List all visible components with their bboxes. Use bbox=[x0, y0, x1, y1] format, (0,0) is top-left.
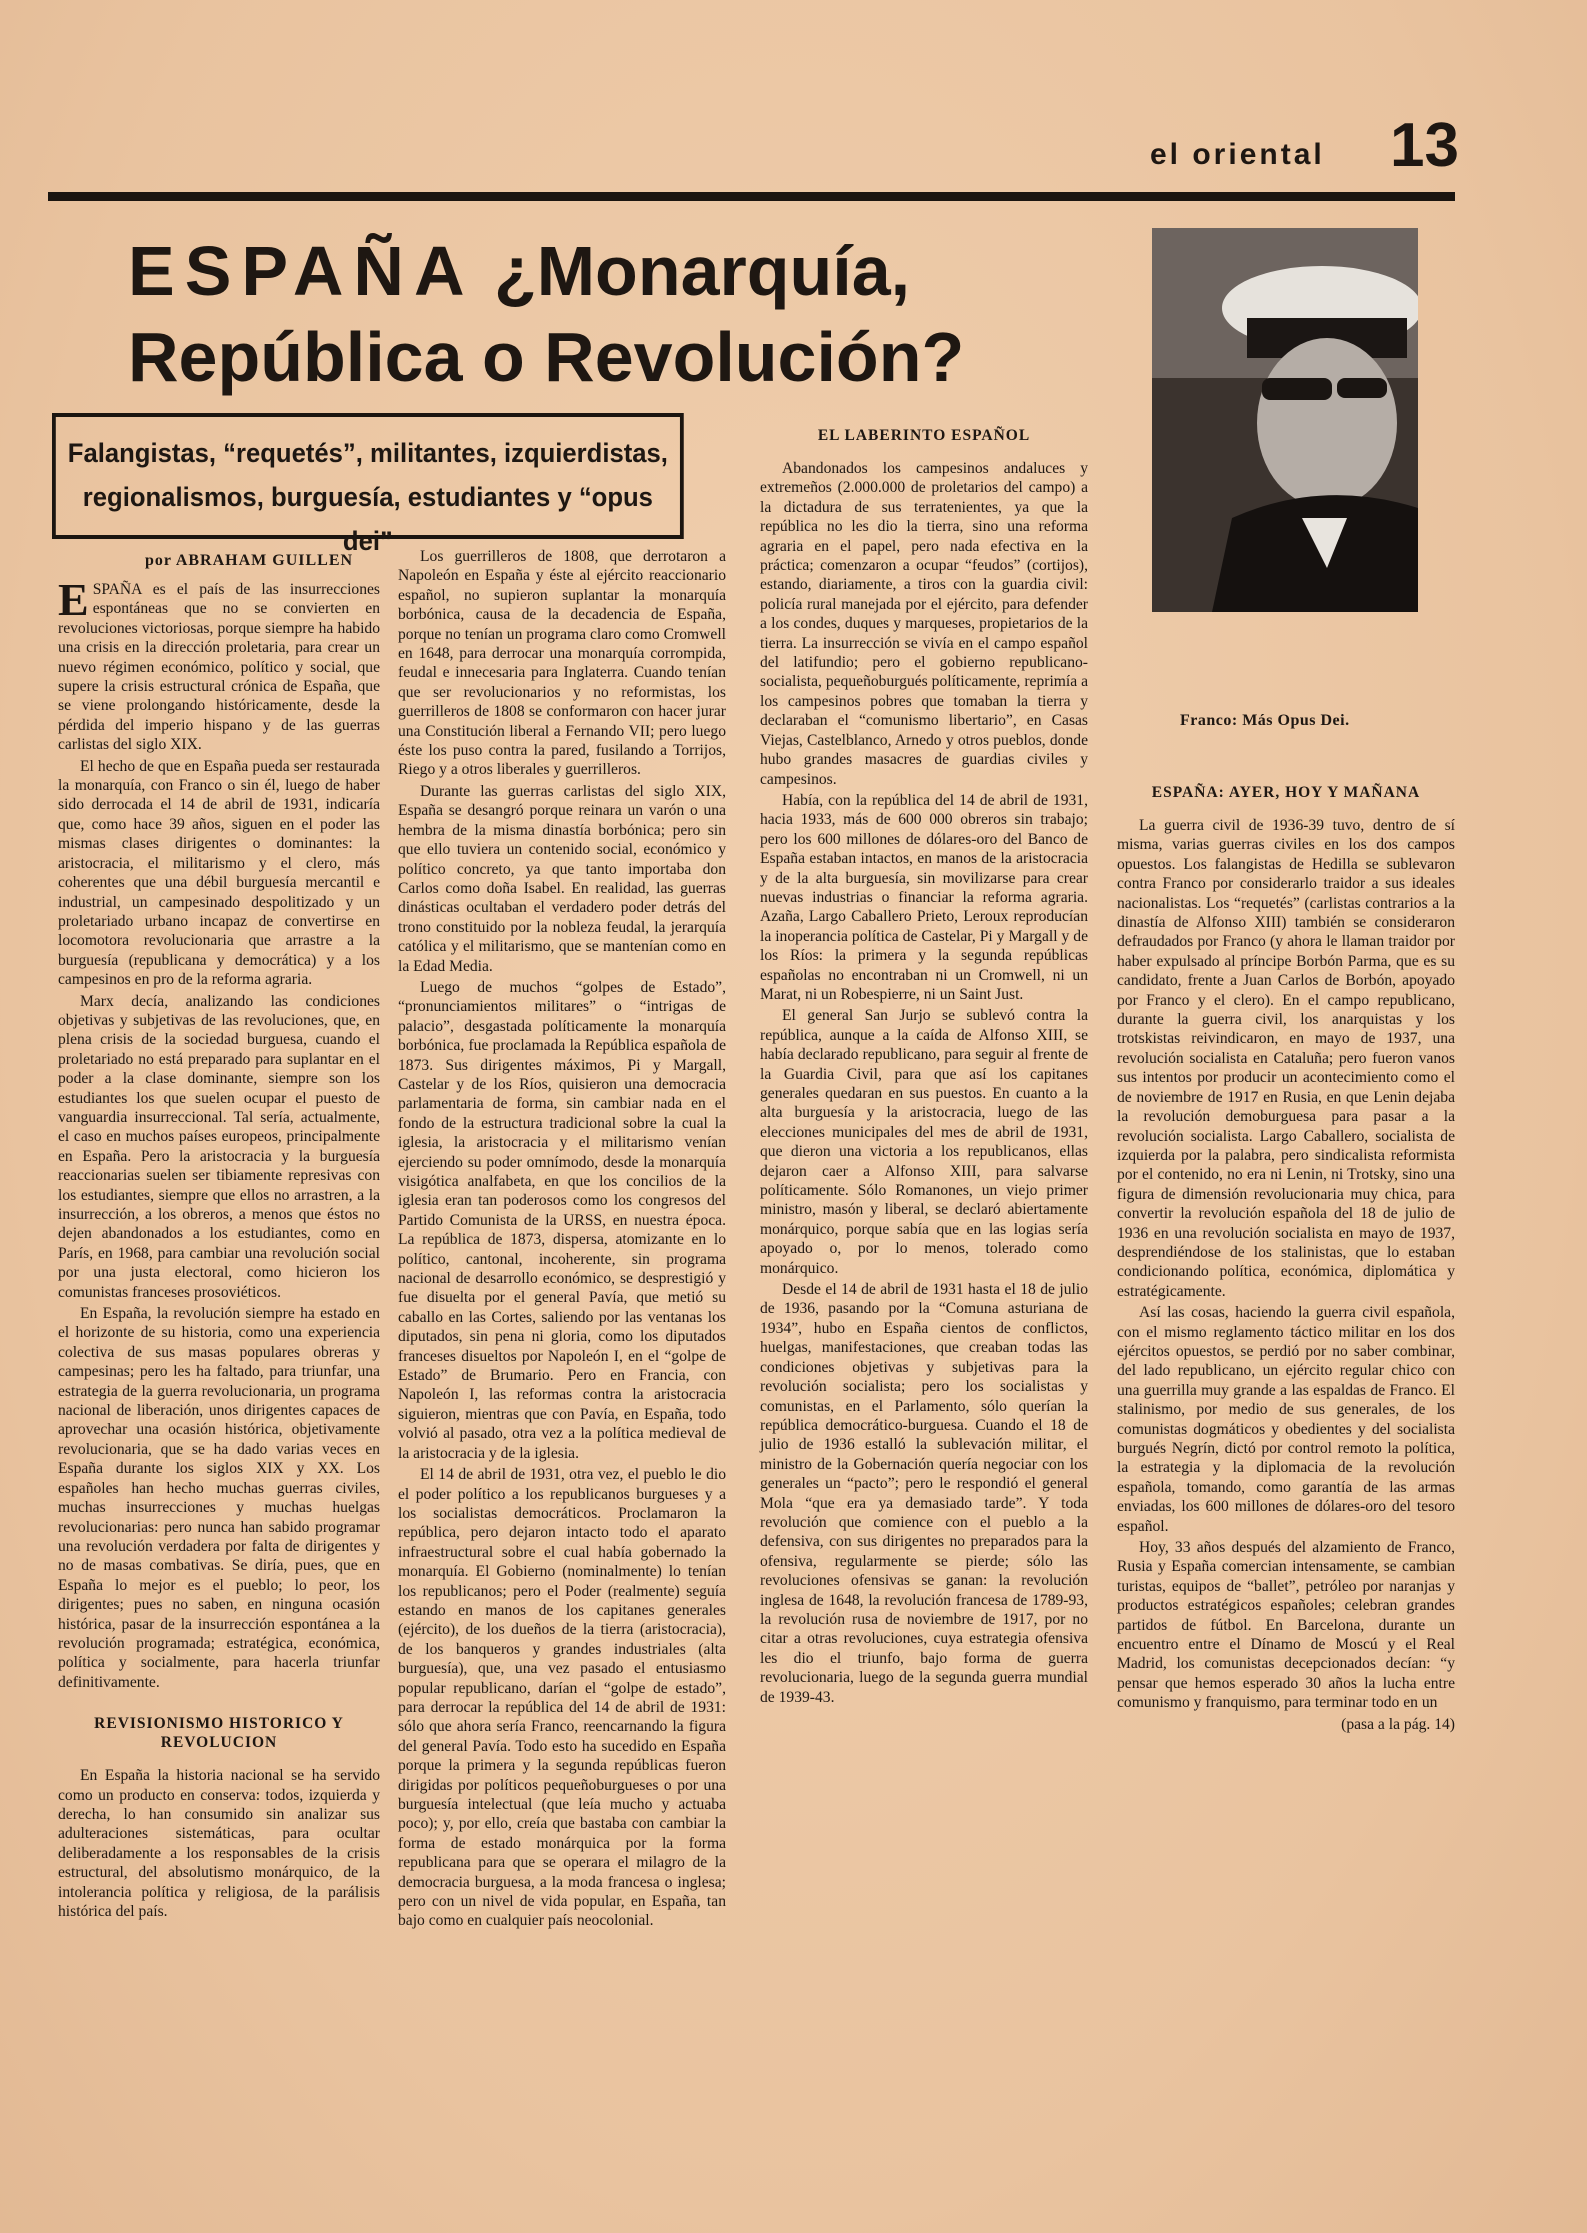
column-3 bbox=[760, 404, 1088, 1709]
publication-name: el oriental bbox=[1150, 138, 1325, 171]
paragraph: En España la historia nacional se ha servido como un producto en conserva: todos, izquierda y derecha, lo han consumido sin analizar sus adulteraciones sistemáticas, para ocultar deliberadamente a los responsables de la crisis estructural, del absolutismo monárquico, de la intolerancia política y religiosa, de la parálisis histórica del país. bbox=[58, 1767, 380, 1920]
subheadline-box bbox=[52, 413, 684, 556]
franco-photo bbox=[1152, 228, 1418, 612]
headline bbox=[128, 228, 1058, 400]
masthead bbox=[1150, 110, 1460, 180]
paragraph: El 14 de abril de 1931, otra vez, el pueblo le dio el poder político a los republicanos burgueses y a los socialistas democráticos. Proclamaron la república, pero dejaron intacto todo el aparato infraestructural sobre el cual había gobernado la monarquía. El Gobierno (nominalmente) lo tenían los republicanos; pero el Poder (realmente) seguía estando en manos de los capitanes generales (ejército), de los dueños de la tierra (aristocracia), de los banqueros y grandes industriales (alta burguesía), que, una vez pasado el entusiasmo popular republicano, darían el “golpe de estado”, para derrocar la república del 14 de abril de 1931: sólo que ahora sería Franco, reencarnando la figura del general Pavía. Todo esto ha sucedido en España porque la primera y la segunda repúblicas fueron dirigidas por políticos pequeñoburgueses o por una burguesía intelectual (que leía mucho y actuaba poco); y, por ello, creía que bastaba con cambiar la forma de estado monárquica por la forma republicana para que se operara el milagro de la democracia burguesa, a la moda francesa o inglesa; pero con un nivel de vida popular, en España, tan bajo como en cualquier país neocolonial. bbox=[398, 1466, 726, 1930]
headline-espana: ESPAÑA bbox=[128, 232, 475, 310]
paragraph: En España, la revolución siempre ha estado en el horizonte de su historia, como una experiencia colectiva de sus masas populares obreras y campesinas; pero les ha faltado, para triunfar, una estrategia de la guerra revolucionaria, un programa nacional de liberación, unos dirigentes capaces de aprovechar una ocasión histórica, objetivamente revolucionaria, que se ha dado varias veces en España durante los siglos XIX y XX. Los españoles han hecho muchas guerras civiles, muchas insurrecciones y muchas huelgas revolucionarias: pero nunca han sabido programar una revolución verdadera por falta de dirigentes y no de masas combativas. Se diría, pues, que en España lo mejor es el pueblo; lo peor, los dirigentes; pues no saben, en ninguna ocasión histórica, pasar de la insurrección espontánea a la revolución programada; estratégica, económica, política y socialmente, para hacerla triunfar definitivamente. bbox=[58, 1305, 380, 1691]
paragraph: Había, con la república del 14 de abril de 1931, hacia 1933, más de 600 000 obreros sin trabajo; pero los 600 millones de dólares-oro del Banco de España estaban intactos, en manos de la aristocracia y de la alta burguesía, sin movilizarse para crear nuevas industrias o financiar la reforma agraria. Azaña, Largo Caballero Prieto, Leroux reproducían la inoperancia política de Castelar, Pi y Margall y de los Ríos: la primera y la segunda repúblicas españolas no encontraban ni un Cromwell, ni un Marat, ni un Robespierre, ni un Saint Just. bbox=[760, 791, 1088, 1003]
photo-caption: Franco: Más Opus Dei. bbox=[1180, 712, 1350, 729]
headline-monarquia: ¿Monarquía, bbox=[493, 232, 911, 310]
portrait-illustration bbox=[1152, 228, 1418, 612]
paragraph: Así las cosas, haciendo la guerra civil española, con el mismo reglamento táctico militar en los dos ejércitos opuestos, se perdió por no saber combinar, del lado republicano, un ejército regular chico con una guerrilla muy grande a las espaldas de Franco. El stalinismo, por medio de sus generales, de los comunistas dogmáticos y obedientes y del socialista burgués Negrín, dictó por control remoto la política, la estrategia y la diplomacia de la revolución española, tomando, como garantía de las armas enviadas, los 600 millones de dólares-oro del tesoro español. bbox=[1117, 1304, 1455, 1535]
column-1 bbox=[58, 574, 380, 1923]
drop-cap: E bbox=[58, 574, 89, 625]
page-number: 13 bbox=[1390, 111, 1459, 180]
paragraph: El hecho de que en España pueda ser restaurada la monarquía, con Franco o sin él, luego de haber sido derrocada el 14 de abril de 1931, indicaría que, como hace 39 años, siguen en el poder las mismas clases dirigentes o dominantes: la aristocracia, el militarismo y el clero, más coherentes que una débil burguesía mercantil e industrial, un campesinado despolitizado y un proletariado urbano incapaz de convertirse en locomotora revolucionaria que arrastre a la burguesía (republicana y democrática) y a los campesinos en pro de la reforma agraria. bbox=[58, 757, 380, 989]
paragraph: Hoy, 33 años después del alzamiento de Franco, Rusia y España comercian intensamente, se cambian turistas, equipos de “ballet”, petróleo por naranjas y productos estratégicos españoles; celebran grandes partidos de fútbol. En Barcelona, durante un encuentro entre el Dínamo de Moscú y el Real Madrid, los comunistas decepcionados decían: “y pensar que hemos esperado 30 años la lucha entre comunismo y franquismo, para terminar todo en un bbox=[1117, 1539, 1455, 1712]
section-header: ESPAÑA: AYER, HOY Y MAÑANA bbox=[1151, 784, 1421, 801]
header-rule bbox=[48, 192, 1455, 201]
paragraph: Los guerrilleros de 1808, que derrotaron a Napoleón en España y éste al ejército reaccionario español, no supieron suplantar la monarquía borbónica, causa de la decadencia de España, porque no tenían un programa claro como Cromwell en 1648, para derrocar una monarquía corrompida, feudal e innecesaria para Inglaterra. Cuando tenían que ser revolucionarios y no reformistas, los guerrilleros de 1808 se conformaron con hacer jurar una Constitución liberal a Fernando VII; pero luego éste los puso contra la pared, fusilando a Torrijos, Riego y a otros liberales y guerrilleros. bbox=[398, 548, 726, 779]
section-header: EL LABERINTO ESPAÑOL bbox=[817, 427, 1031, 444]
continuation-note: (pasa a la pág. 14) bbox=[1341, 1715, 1455, 1733]
paragraph: ESPAÑA es el país de las insurrecciones espontáneas que no se convierten en revoluciones victoriosas, porque siempre ha habido una crisis en la dirección proletaria, para crear un nuevo régimen económico, político y social, que supere la crisis estructural crónica de España, que se viene prolongando históricamente, desde la pérdida del imperio hispano y de las guerras carlistas del siglo XIX. bbox=[58, 574, 380, 754]
section-header: REVISIONISMO HISTORICO Y REVOLUCION bbox=[94, 1715, 344, 1752]
paragraph: El general San Jurjo se sublevó contra la república, aunque a la caída de Alfonso XIII, se había declarado republicano, para seguir al frente de la Guardia Civil, para que así los capitanes generales quedaran en sus puestos. En cuanto a la alta burguesía y la aristocracia, luego de las elecciones municipales del mes de abril de 1931, que dieron una victoria a los republicanos, ellas dejaron caer a Alfonso XIII, para salvarse políticamente. Sólo Romanones, un viejo primer ministro, masón y liberal, se declaró abiertamente monárquico, porque sabía que en las logias sería apoyado o, por lo menos, tolerado como monárquico. bbox=[760, 1007, 1088, 1277]
paragraph: Abandonados los campesinos andaluces y extremeños (2.000.000 de proletarios del campo) a la dictadura de sus terratenientes, ya que la república no les dio la tierra, sino una reforma agraria en el papel, pero nada efectiva en la práctica; comenzaron a ocupar “feudos” (cortijos), estando, diariamente, a tiros con la guardia civil: policía rural manejada por el ejército, para defender a los condes, duques y marqueses, propietarios de la tierra. La insurrección se vivía en el campo español del latifundio; pero el gobierno republicano-socialista, pequeñoburgués políticamente, reprimía a los campesinos pobres que tomaban la tierra y declaraban el “comunismo libertario”, en Casas Viejas, Castelblanco, Arnedo y otros pueblos, donde hubo grandes masacres de guardias civiles y campesinos. bbox=[760, 460, 1088, 788]
paragraph: Desde el 14 de abril de 1931 hasta el 18 de julio de 1936, pasando por la “Comuna asturiana de 1934”, hubo en España cientos de conflictos, huelgas, manifestaciones, que creaban todas las condiciones objetivas y subjetivas para la revolución socialista; pero los socialistas y comunistas, en el Parlamento, sólo querían la república democrático-burguesa. Cuando el 18 de julio de 1936 estalló la sublevación militar, el ministro de la Gobernación quería negociar con los generales un “pacto”; pero le respondió el general Mola “que era ya demasiado tarde”. Y toda revolución que comience con el pueblo a la defensiva, con sus dirigentes no preparados para la ofensiva, regularmente se pierde; sólo las revoluciones ofensivas se ganan: la revolución inglesa de 1648, la revolución francesa de 1789-93, la revolución rusa de noviembre de 1917, por no citar a otras revoluciones, cuya estrategia ofensiva les dio el triunfo, bajo forma de guerra revolucionaria, luego de la segunda guerra mundial de 1939-43. bbox=[760, 1281, 1088, 1706]
paragraph: Marx decía, analizando las condiciones objetivas y subjetivas de las revoluciones, que, en plena crisis de la sociedad burguesa, cuando el proletariado no está preparado para suplantar en el poder a la clase dominante, siempre son los estudiantes los que suelen ocupar el puesto de vanguardia insurreccional. Tal sería, actualmente, el caso en muchos países europeos, principalmente en España. Pero la aristocracia y la burguesía reaccionarias suelen ser tibiamente represivas con los estudiantes, siempre que ellos no arrastren, a la insurrección, a los obreros, a menos que éstos no dejen abandonados a los estudiantes, como en París, en 1968, para cambiar una revolución social por una justa electoral, como hicieron los comunistas franceses prosoviéticos. bbox=[58, 992, 380, 1301]
column-4 bbox=[1117, 761, 1455, 1736]
headline-line2: República o Revolución? bbox=[128, 318, 965, 396]
subheadline-line2: regionalismos, burguesía, estudiantes y “opus dei” bbox=[82, 482, 653, 556]
byline: por ABRAHAM GUILLEN bbox=[145, 552, 354, 569]
subheadline-line1: Falangistas, “requetés”, militantes, izquierdistas, bbox=[67, 438, 668, 468]
paragraph: La guerra civil de 1936-39 tuvo, dentro de sí misma, varias guerras civiles en los dos campos opuestos. Los falangistas de Hedilla se sublevaron contra Franco por considerarlo traidor a sus ideales nacionalistas. Los “requetés” (carlistas contrarios a la dinastía de Alfonso XIII) también se consideraron defraudados por Franco (y ahora le llaman traidor por haber expulsado al príncipe Borbón Parma, que es su candidato, frente a Juan Carlos de Borbón, apoyado por Franco y el clero). En el campo republicano, durante la guerra civil, los anarquistas y los trotskistas reivindicaron, en mayo de 1937, una revolución socialista en Cataluña; pero fueron vanos sus intentos por producir un acontecimiento como el de noviembre de 1917 en Rusia, en que Lenin dejaba la revolución demoburguesa para pasar a la revolución socialista. Largo Caballero, socialista de izquierda por la palabra, pero sindicalista reformista por el contenido, no era ni Lenin, ni Trotsky, sino una figura de dimensión revolucionaria muy chica, para convertir la revolución española del 18 de julio de 1936 en una revolución socialista en mayo de 1937, desprendiéndose de los stalinistas, que lo estaban condicionando política, económica, diplomática y estratégicamente. bbox=[1117, 817, 1455, 1300]
paragraph: Luego de muchos “golpes de Estado”, “pronunciamientos militares” o “intrigas de palacio”, desgastada políticamente la monarquía borbónica, fue proclamada la República española de 1873. Sus dirigentes máximos, Pi y Margall, Castelar y de los Ríos, quisieron una democracia parlamentaria de forma, sin cambiar nada en el fondo de la estructura tradicional sobre la cual la iglesia, la aristocracia y el militarismo venían ejerciendo su poder omnímodo, desde la monarquía visigótica analfabeta, en que los concilios de la iglesia eran tan poderosos como los congresos del Partido Comunista de la URSS, en nuestra época. La república de 1873, dispersa, atomizante en lo político, cantonal, incoherente, sin programa nacional de desarrollo económico, se desprestigió y fue disuelta por el general Pavía, que metió su caballo en las Cortes, saliendo por las ventanas los diputados, sin pena ni gloria, como los diputados franceses disueltos por Napoleón I, en el “golpe de Estado” de Brumario. Pero en Francia, con Napoleón I, las reformas contra la aristocracia siguieron, mientras que con Pavía, en España, todo volvió al pasado, otra vez a la política medieval de la aristocracia y de la iglesia. bbox=[398, 978, 726, 1462]
column-2 bbox=[398, 547, 726, 1933]
paragraph: Durante las guerras carlistas del siglo XIX, España se desangró porque reinara un varón o una hembra de la misma dinastía borbónica; pero sin que ello tuviera un contenido social, económico y político concreto, ya que tanto importaba don Carlos como doña Isabel. En realidad, las guerras dinásticas ocultaban el verdadero poder detrás del trono constituido por la nobleza feudal, la jerarquía católica y el militarismo, que se mantenían como en la Edad Media. bbox=[398, 782, 726, 975]
